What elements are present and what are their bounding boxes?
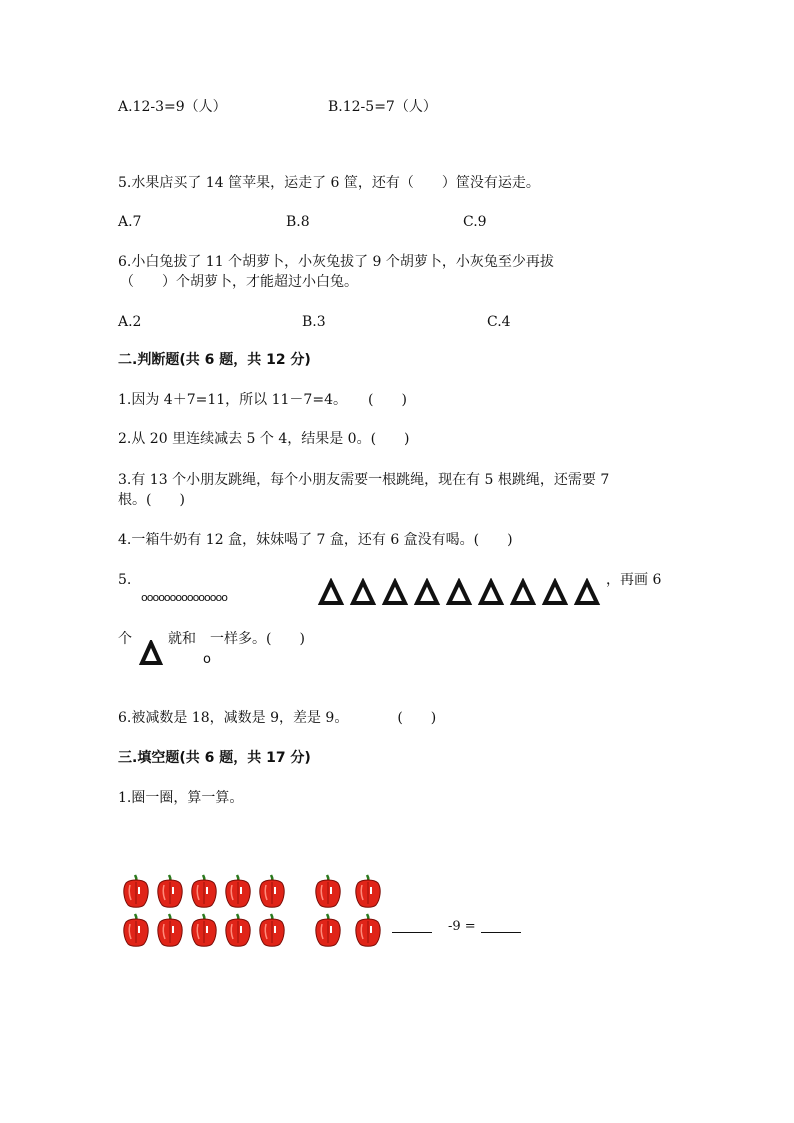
pepper-icon [223, 873, 253, 909]
q5-option-a: A.7 [118, 214, 142, 230]
pepper-icon [189, 912, 219, 948]
answer-blank-total[interactable] [392, 931, 432, 933]
triangle-icon [545, 582, 565, 603]
s2-q5-number: 5. [118, 572, 132, 588]
triangle-icon [513, 582, 533, 603]
pepper-icon [257, 873, 287, 909]
circle-icon: o [203, 652, 210, 667]
pepper-icon [155, 873, 185, 909]
q6-option-a: A.2 [118, 314, 142, 330]
s2-q5-after: ，再画 6 [606, 572, 662, 588]
answer-blank-result[interactable] [481, 931, 521, 933]
triangle-icon [138, 640, 164, 666]
s2-q5-line2-a: 个 [118, 631, 132, 647]
triangle-icon [417, 582, 437, 603]
s2-q4: 4.一箱牛奶有 12 盒，妹妹喝了 7 盒，还有 6 盒没有喝。( ) [118, 532, 513, 548]
triangle-icon [353, 582, 373, 603]
section2-title: 二.判断题(共 6 题，共 12 分) [118, 352, 311, 368]
pepper-icon [155, 912, 185, 948]
section3-title: 三.填空题(共 6 题，共 17 分) [118, 750, 311, 766]
pepper-icon [313, 912, 343, 948]
s2-q6: 6.被减数是 18，减数是 9，差是 9。 ( ) [118, 710, 437, 726]
q6-line2: （ ）个胡萝卜，才能超过小白兔。 [120, 274, 358, 290]
triangle-icon [449, 582, 469, 603]
s2-q2: 2.从 20 里连续减去 5 个 4，结果是 0。( ) [118, 431, 410, 447]
pepper-icon [353, 912, 383, 948]
s3-q1: 1.圈一圈，算一算。 [118, 790, 244, 806]
triangle-icon [385, 582, 405, 603]
pepper-icon [313, 873, 343, 909]
s2-q3-line2: 根。( ) [118, 492, 185, 508]
s2-q3-line1: 3.有 13 个小朋友跳绳，每个小朋友需要一根跳绳，现在有 5 根跳绳，还需要 7 [118, 472, 610, 488]
q6-line1: 6.小白兔拔了 11 个胡萝卜，小灰兔拔了 9 个胡萝卜，小灰兔至少再拔 [118, 254, 554, 270]
triangle-icon [577, 582, 597, 603]
triangle-icon [481, 582, 501, 603]
pepper-icon [121, 873, 151, 909]
q5-text: 5.水果店买了 14 筐苹果，运走了 6 筐，还有（ ）筐没有运走。 [118, 175, 540, 191]
triangle-icon [321, 582, 341, 603]
s2-q5-line2-b: 就和 一样多。( ) [168, 631, 305, 647]
q4-option-a: A.12-3=9（人） [118, 99, 227, 115]
triangle-row [316, 578, 604, 606]
q6-option-c: C.4 [487, 314, 511, 330]
q5-option-b: B.8 [286, 214, 310, 230]
pepper-icon [353, 873, 383, 909]
pepper-icon [257, 912, 287, 948]
q4-option-b: B.12-5=7（人） [328, 99, 437, 115]
pepper-icon [189, 873, 219, 909]
q6-option-b: B.3 [302, 314, 326, 330]
q5-option-c: C.9 [463, 214, 487, 230]
s2-q5-circles: ooooooooooooooo [141, 591, 227, 604]
equation-minus: -9 = [448, 919, 476, 934]
s2-q1: 1.因为 4＋7=11，所以 11－7=4。 ( ) [118, 392, 407, 408]
pepper-icon [223, 912, 253, 948]
pepper-icon [121, 912, 151, 948]
